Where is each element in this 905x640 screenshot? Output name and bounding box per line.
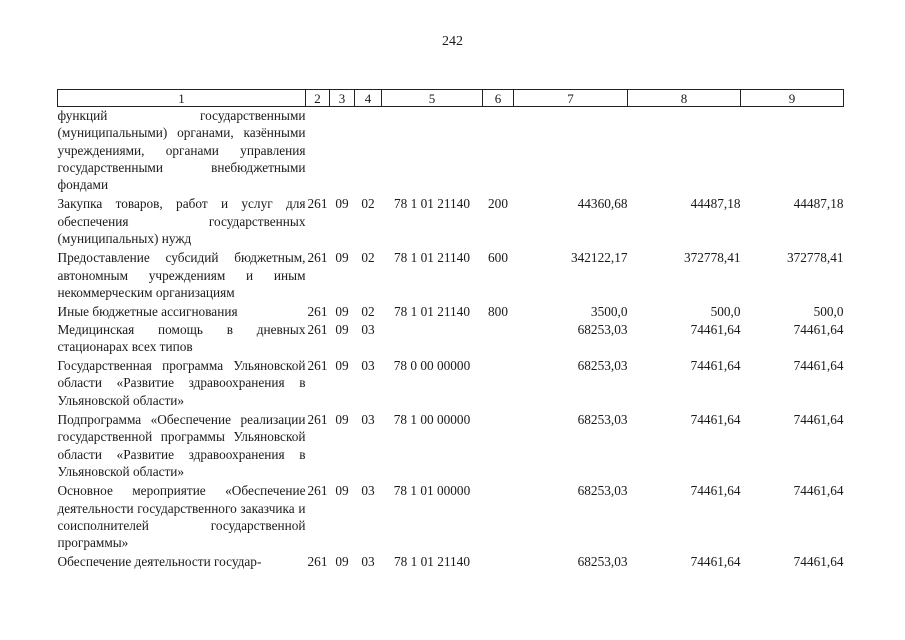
row-col2: 261 xyxy=(307,304,328,320)
row-name: Закупка товаров, работ и услуг для обеспечения государственных (муниципальных) нужд xyxy=(57,196,306,247)
row-name: Предоставление субсидий бюджетным, автономным учреждениям и иным некоммерческим организациям xyxy=(57,250,306,300)
row-col2: 261 xyxy=(307,196,328,212)
row-col7: 68253,03 xyxy=(577,321,628,337)
row-col2: 261 xyxy=(307,483,328,499)
row-name: Основное мероприятие «Обеспечение деятельности государственного заказчика и соисполнителей государственной программы» xyxy=(57,483,306,551)
row-col6: 200 xyxy=(488,196,508,212)
row-col8: 500,0 xyxy=(710,304,741,320)
row-col3 xyxy=(330,107,355,194)
row-col7: 68253,03 xyxy=(577,554,628,570)
row-col8: 44487,18 xyxy=(690,196,741,212)
table-row xyxy=(58,355,844,409)
row-col4: 02 xyxy=(361,250,375,266)
page-number: 242 xyxy=(442,34,463,49)
table-row xyxy=(58,480,844,551)
row-col2 xyxy=(306,107,330,194)
header-cell-6: 6 xyxy=(483,90,514,107)
header-cell-3: 3 xyxy=(330,90,355,107)
row-col8 xyxy=(628,107,741,194)
row-col4: 03 xyxy=(361,412,375,428)
row-name: Государственная программа Ульяновской области «Развитие здравоохранения в Ульяновской области» xyxy=(57,358,306,408)
row-col6 xyxy=(483,551,514,570)
row-col4: 03 xyxy=(361,358,375,374)
row-col8: 74461,64 xyxy=(690,483,741,499)
header-cell-8: 8 xyxy=(628,90,741,107)
row-col3: 09 xyxy=(335,250,349,266)
row-col5: 78 1 01 00000 xyxy=(393,483,471,499)
row-col6 xyxy=(483,409,514,480)
row-col7: 68253,03 xyxy=(577,358,628,374)
header-row xyxy=(58,90,844,107)
header-cell-5: 5 xyxy=(382,90,483,107)
row-col2: 261 xyxy=(307,321,328,337)
table-row xyxy=(58,551,844,570)
row-col6 xyxy=(483,355,514,409)
row-col7: 44360,68 xyxy=(577,196,628,212)
header-cell-9: 9 xyxy=(741,90,844,107)
row-col4: 02 xyxy=(361,304,375,320)
row-col5: 78 1 01 21140 xyxy=(394,196,470,212)
header-cell-1: 1 xyxy=(58,90,306,107)
row-col3: 09 xyxy=(335,321,349,337)
row-col2: 261 xyxy=(307,250,328,266)
row-col4: 03 xyxy=(361,483,375,499)
row-col5 xyxy=(382,321,483,356)
row-col3: 09 xyxy=(335,196,349,212)
row-col9: 74461,64 xyxy=(793,554,844,570)
table-row xyxy=(58,409,844,480)
row-col3: 09 xyxy=(335,483,349,499)
row-col7 xyxy=(514,107,628,194)
row-col8: 74461,64 xyxy=(690,358,741,374)
row-col8: 74461,64 xyxy=(690,321,741,337)
row-col6 xyxy=(483,321,514,356)
row-col4: 02 xyxy=(361,196,375,212)
row-col3: 09 xyxy=(335,412,349,428)
row-col3: 09 xyxy=(335,304,349,320)
row-col5: 78 1 01 21140 xyxy=(394,304,470,320)
header-cell-2: 2 xyxy=(306,90,330,107)
row-col7: 68253,03 xyxy=(577,483,628,499)
row-name: Обеспечение деятельности государ- xyxy=(57,554,262,570)
row-col5: 78 1 00 00000 xyxy=(393,412,471,428)
budget-table xyxy=(57,89,844,571)
row-col8: 74461,64 xyxy=(690,554,741,570)
table-row xyxy=(58,301,844,320)
row-name: Медицинская помощь в дневных стационарах всех типов xyxy=(57,321,306,354)
row-col5: 78 1 01 21140 xyxy=(394,250,470,266)
row-col9: 500,0 xyxy=(813,304,844,320)
row-col7: 342122,17 xyxy=(570,250,628,266)
row-col7: 3500,0 xyxy=(590,304,628,320)
row-col6: 800 xyxy=(488,304,508,320)
table-row xyxy=(58,321,844,356)
row-col8: 372778,41 xyxy=(683,250,741,266)
row-col8: 74461,64 xyxy=(690,412,741,428)
row-col2: 261 xyxy=(307,554,328,570)
row-name: функций государственными (муниципальными) органами, казёнными учреждениями, органами управления государственными внебюджетными фондами xyxy=(57,108,306,193)
row-col2: 261 xyxy=(307,412,328,428)
row-col5 xyxy=(382,107,483,194)
row-col6 xyxy=(483,480,514,551)
row-col3: 09 xyxy=(335,358,349,374)
row-col3: 09 xyxy=(335,554,349,570)
row-col5: 78 0 00 00000 xyxy=(393,358,471,374)
row-name: Подпрограмма «Обеспечение реализации государственной программы Ульяновской области «Развитие здравоохранения в Ульяновской области» xyxy=(57,412,306,479)
row-col4: 03 xyxy=(361,321,375,337)
row-col4 xyxy=(355,107,382,194)
row-col4: 03 xyxy=(361,554,375,570)
row-col9: 44487,18 xyxy=(793,196,844,212)
header-cell-7: 7 xyxy=(514,90,628,107)
row-col9: 74461,64 xyxy=(793,358,844,374)
row-col6: 600 xyxy=(488,250,508,266)
row-col2: 261 xyxy=(307,358,328,374)
row-col9 xyxy=(741,107,844,194)
row-col9: 74461,64 xyxy=(793,412,844,428)
header-cell-4: 4 xyxy=(355,90,382,107)
table-row xyxy=(58,193,844,247)
row-col9: 74461,64 xyxy=(793,321,844,337)
row-col6 xyxy=(483,107,514,194)
row-col5: 78 1 01 21140 xyxy=(394,554,470,570)
row-name: Иные бюджетные ассигнования xyxy=(57,304,238,320)
row-col7: 68253,03 xyxy=(577,412,628,428)
row-col9: 74461,64 xyxy=(793,483,844,499)
table-row xyxy=(58,247,844,301)
table-row xyxy=(58,107,844,194)
row-col9: 372778,41 xyxy=(786,250,844,266)
